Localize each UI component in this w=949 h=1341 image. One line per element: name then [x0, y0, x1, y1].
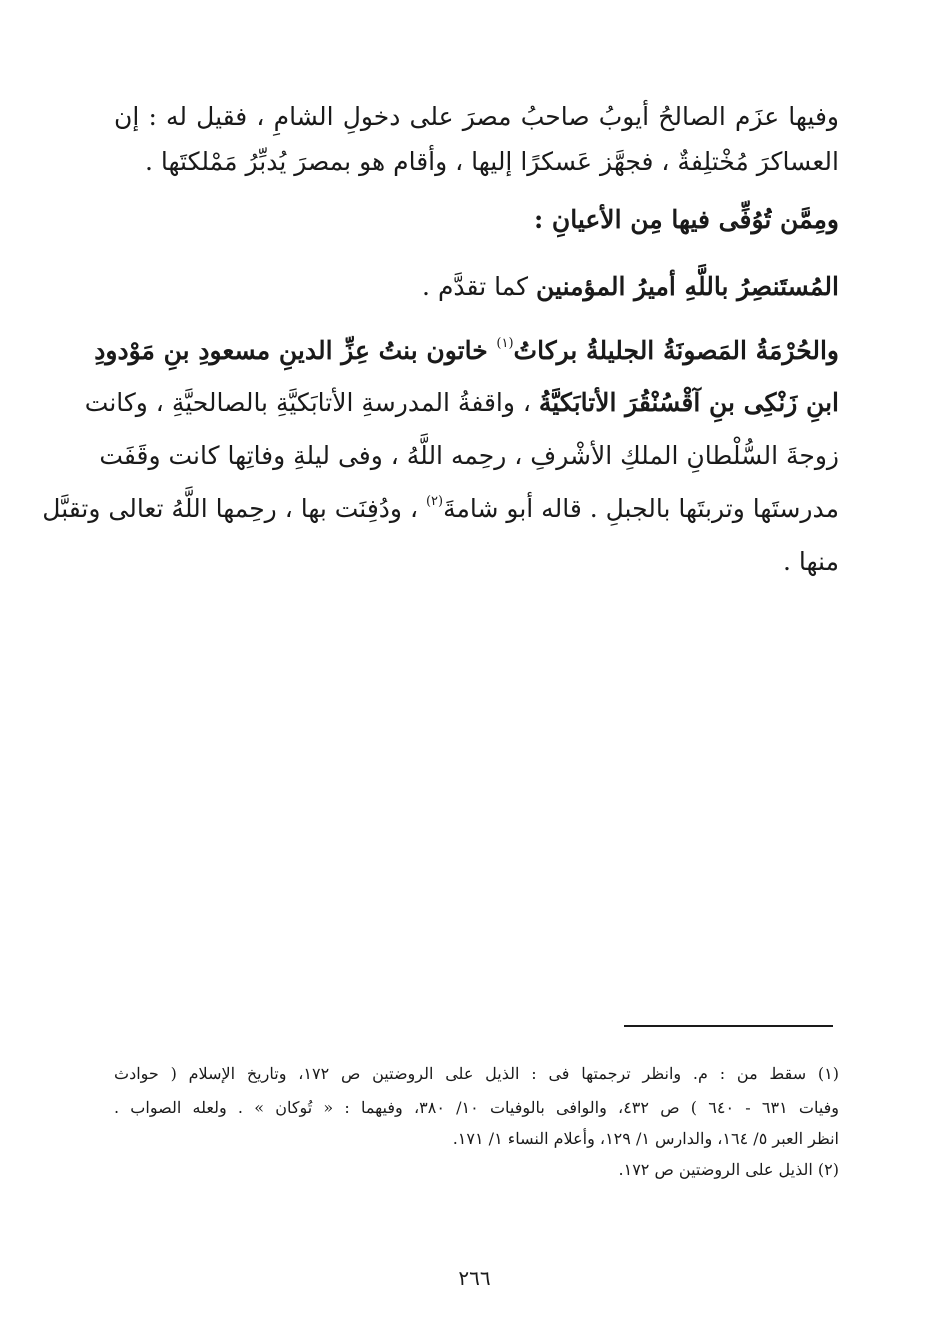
paragraph-line: العساكرَ مُخْتلِفةٌ ، فجهَّز عَسكرًا إليها ، وأقام هو بمصرَ يُدبِّرُ مَمْلكتَها .: [145, 147, 839, 176]
entry-text: ، واقفةُ المدرسةِ الأتابَكيَّةِ بالصالحيَّةِ ، وكانت: [84, 388, 539, 417]
entry-line: [84, 388, 839, 417]
entry-text: مدرستَها وتربتَها بالجبلِ . قاله أبو شامةَ: [443, 494, 839, 523]
paragraph-line: وفيها عزَم الصالحُ أيوبُ صاحبُ مصرَ على دخولِ الشامِ ، فقيل له : إن: [114, 102, 839, 131]
entry-line: [94, 336, 839, 365]
footnote-line: (٢) الذيل على الروضتين ص ١٧٢.: [618, 1160, 839, 1179]
entry-name: ابنِ زَنْكِى بنِ آقْسُنْقُرَ الأتابَكيَّةُ: [538, 388, 839, 417]
entry-line: [42, 494, 839, 523]
entry-line: زوجةَ السُّلْطانِ الملكِ الأشْرفِ ، رحِمه اللَّهُ ، وفى ليلةِ وفاتِها كانت وقَفَت: [99, 441, 839, 470]
footnote-ref: (٢): [425, 494, 444, 509]
footnote-ref: (١): [496, 336, 514, 351]
section-heading: ومِمَّن تُوُفِّى فيها مِن الأعيانِ :: [533, 205, 839, 234]
footnote-line: وفيات ٦٣١ - ٦٤٠ ) ص ٤٣٢، والوافى بالوفيات ١٠/ ٣٨٠، وفيهما : « تُوكان » . ولعله الصواب .: [114, 1098, 840, 1117]
entry-name: خاتون بنتُ عِزِّ الدينِ مسعودِ بنِ مَوْدودِ: [94, 336, 497, 365]
entry-line: [114, 274, 839, 299]
entry-name: والحُرْمَةُ المَصونَةُ الجليلةُ بركاتُ: [513, 336, 839, 365]
entry-text: كما تقدَّم .: [422, 272, 537, 301]
page-number: ٢٦٦: [458, 1266, 491, 1290]
footnote-line: انظر العبر ٥/ ١٦٤، والدارس ١/ ١٢٩، وأعلام النساء ١/ ١٧١.: [452, 1129, 839, 1148]
footnote-line: (١) سقط من : م. وانظر ترجمتها فى : الذيل على الروضتين ص ١٧٢، وتاريخ الإسلام ( حوادث: [114, 1064, 840, 1083]
entry-text: ، ودُفِنَت بها ، رحِمها اللَّهُ تعالى وتقبَّل: [42, 494, 426, 523]
footnote-divider: [624, 1025, 833, 1027]
entry-name: المُستَنصِرُ باللَّهِ أميرُ المؤمنين: [536, 272, 839, 301]
entry-line: منها .: [783, 547, 839, 576]
